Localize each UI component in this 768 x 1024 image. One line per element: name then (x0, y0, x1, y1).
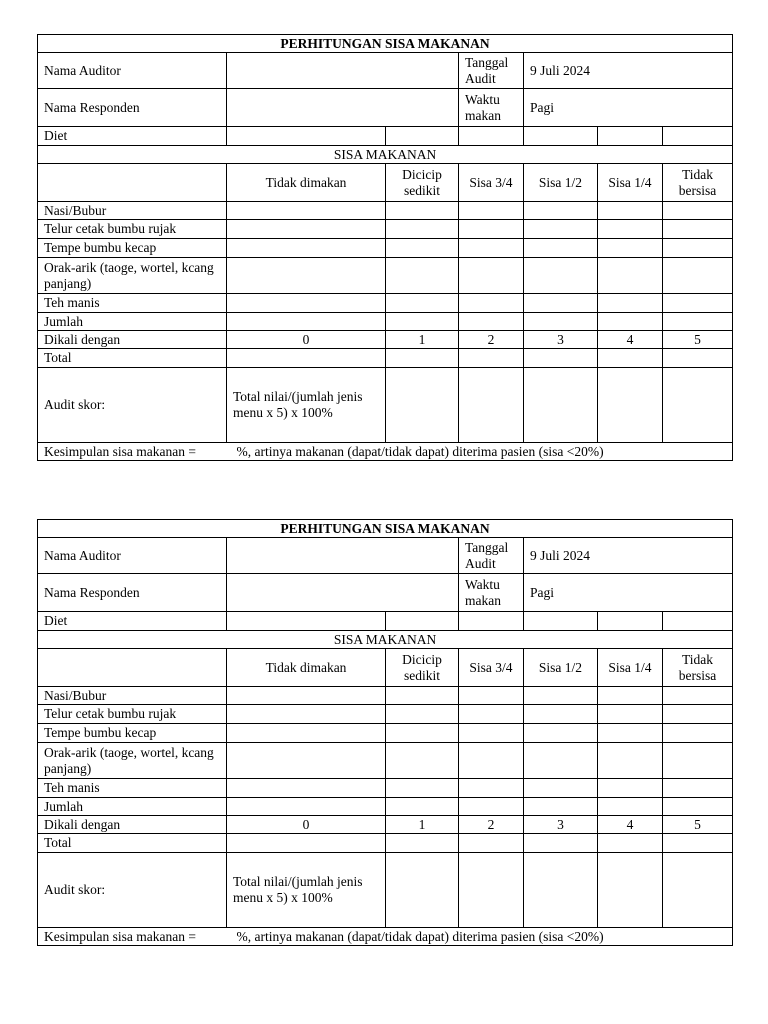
table-row (38, 816, 733, 834)
score-cell[interactable] (663, 743, 733, 779)
meal-time-label: Waktu makan (459, 574, 524, 612)
score-cell[interactable] (598, 743, 663, 779)
multiplier-value: 2 (459, 331, 524, 349)
auditor-label: Nama Auditor (38, 538, 227, 574)
multiplier-value: 2 (459, 816, 524, 834)
score-cell[interactable] (598, 349, 663, 368)
menu-item-label: Teh manis (38, 779, 227, 798)
menu-item-label: Orak-arik (taoge, wortel, kcang panjang) (38, 258, 227, 294)
table-row (38, 687, 733, 705)
table-row (38, 220, 733, 239)
table-row (38, 331, 733, 349)
score-cell[interactable] (227, 779, 386, 798)
menu-item-label: Tempe bumbu kecap (38, 724, 227, 743)
respondent-value[interactable] (227, 89, 459, 127)
score-cell[interactable] (598, 687, 663, 705)
column-header: Tidak bersisa (663, 649, 733, 687)
conclusion-suffix: %, artinya makanan (dapat/tidak dapat) diterima pasien (sisa <20%) (236, 443, 604, 459)
score-cell[interactable] (386, 368, 459, 443)
score-cell[interactable] (386, 779, 459, 798)
meal-time-label: Waktu makan (459, 89, 524, 127)
score-cell[interactable] (598, 779, 663, 798)
score-cell[interactable] (663, 368, 733, 443)
table-row (38, 368, 733, 443)
score-cell[interactable] (227, 349, 386, 368)
column-header: Tidak dimakan (227, 164, 386, 202)
score-cell[interactable] (524, 368, 598, 443)
jumlah-label: Jumlah (38, 313, 227, 331)
column-header: Dicicip sedikit (386, 164, 459, 202)
score-cell[interactable] (227, 258, 386, 294)
score-cell[interactable] (386, 834, 459, 853)
score-cell[interactable] (459, 798, 524, 816)
respondent-label: Nama Responden (38, 574, 227, 612)
score-cell[interactable] (227, 202, 386, 220)
table-row (38, 202, 733, 220)
score-cell[interactable] (459, 743, 524, 779)
diet-cell[interactable] (227, 127, 386, 146)
diet-cell[interactable] (663, 612, 733, 631)
score-cell[interactable] (459, 202, 524, 220)
diet-cell[interactable] (227, 612, 386, 631)
score-cell[interactable] (459, 220, 524, 239)
column-header-blank (38, 649, 227, 687)
score-cell[interactable] (598, 798, 663, 816)
score-cell[interactable] (459, 834, 524, 853)
score-cell[interactable] (663, 239, 733, 258)
score-cell[interactable] (663, 834, 733, 853)
score-cell[interactable] (663, 705, 733, 724)
score-cell[interactable] (524, 313, 598, 331)
total-label: Total (38, 349, 227, 368)
diet-cell[interactable] (386, 127, 459, 146)
jumlah-label: Jumlah (38, 798, 227, 816)
column-header: Tidak dimakan (227, 649, 386, 687)
multiplier-value: 3 (524, 816, 598, 834)
score-cell[interactable] (459, 349, 524, 368)
score-cell[interactable] (227, 705, 386, 724)
score-cell[interactable] (459, 239, 524, 258)
score-cell[interactable] (386, 853, 459, 928)
score-cell[interactable] (524, 220, 598, 239)
score-cell[interactable] (598, 724, 663, 743)
section-title: SISA MAKANAN (38, 631, 733, 649)
form-title: PERHITUNGAN SISA MAKANAN (38, 520, 733, 538)
audit-score-formula: Total nilai/(jumlah jenis menu x 5) x 100% (227, 853, 386, 928)
diet-cell[interactable] (598, 612, 663, 631)
table-row (38, 834, 733, 853)
score-cell[interactable] (663, 798, 733, 816)
auditor-label: Nama Auditor (38, 53, 227, 89)
auditor-value[interactable] (227, 538, 459, 574)
table-row (38, 349, 733, 368)
score-cell[interactable] (598, 220, 663, 239)
score-cell[interactable] (524, 834, 598, 853)
form-title: PERHITUNGAN SISA MAKANAN (38, 35, 733, 53)
column-header: Sisa 1/2 (524, 649, 598, 687)
table-row (38, 853, 733, 928)
multiplier-value: 1 (386, 331, 459, 349)
conclusion (38, 928, 733, 946)
multiplier-value: 0 (227, 331, 386, 349)
table-row (38, 724, 733, 743)
table-row (38, 294, 733, 313)
score-cell[interactable] (386, 294, 459, 313)
score-cell[interactable] (459, 368, 524, 443)
score-cell[interactable] (524, 239, 598, 258)
score-cell[interactable] (386, 349, 459, 368)
diet-cell[interactable] (598, 127, 663, 146)
multiplier-value: 1 (386, 816, 459, 834)
score-cell[interactable] (386, 239, 459, 258)
score-cell[interactable] (663, 294, 733, 313)
food-waste-form-2 (37, 519, 733, 946)
diet-label: Diet (38, 612, 227, 631)
multiplier-value: 3 (524, 331, 598, 349)
score-cell[interactable] (386, 313, 459, 331)
multiplier-value: 5 (663, 331, 733, 349)
score-cell[interactable] (459, 294, 524, 313)
score-cell[interactable] (386, 724, 459, 743)
score-cell[interactable] (524, 349, 598, 368)
score-cell[interactable] (386, 202, 459, 220)
column-header: Sisa 1/2 (524, 164, 598, 202)
score-cell[interactable] (524, 258, 598, 294)
audit-score-label: Audit skor: (38, 853, 227, 928)
table-row (38, 779, 733, 798)
diet-cell[interactable] (524, 127, 598, 146)
diet-label: Diet (38, 127, 227, 146)
respondent-value[interactable] (227, 574, 459, 612)
conclusion-suffix: %, artinya makanan (dapat/tidak dapat) diterima pasien (sisa <20%) (236, 928, 604, 944)
score-cell[interactable] (227, 220, 386, 239)
diet-cell[interactable] (524, 612, 598, 631)
date-value[interactable]: 9 Juli 2024 (524, 538, 733, 574)
date-label: Tanggal Audit (459, 538, 524, 574)
column-header-blank (38, 164, 227, 202)
score-cell[interactable] (524, 798, 598, 816)
score-cell[interactable] (663, 258, 733, 294)
table-row (38, 313, 733, 331)
table-row (38, 239, 733, 258)
audit-score-label: Audit skor: (38, 368, 227, 443)
score-cell[interactable] (663, 853, 733, 928)
score-cell[interactable] (663, 220, 733, 239)
menu-item-label: Nasi/Bubur (38, 687, 227, 705)
score-cell[interactable] (386, 798, 459, 816)
score-cell[interactable] (459, 724, 524, 743)
total-label: Total (38, 834, 227, 853)
date-label: Tanggal Audit (459, 53, 524, 89)
score-cell[interactable] (227, 313, 386, 331)
score-cell[interactable] (663, 724, 733, 743)
score-cell[interactable] (227, 239, 386, 258)
auditor-value[interactable] (227, 53, 459, 89)
score-cell[interactable] (524, 743, 598, 779)
menu-item-label: Telur cetak bumbu rujak (38, 705, 227, 724)
score-cell[interactable] (524, 779, 598, 798)
score-cell[interactable] (663, 202, 733, 220)
score-cell[interactable] (524, 294, 598, 313)
column-header: Sisa 1/4 (598, 164, 663, 202)
diet-cell[interactable] (459, 612, 524, 631)
respondent-label: Nama Responden (38, 89, 227, 127)
column-header: Dicicip sedikit (386, 649, 459, 687)
score-cell[interactable] (598, 834, 663, 853)
menu-item-label: Orak-arik (taoge, wortel, kcang panjang) (38, 743, 227, 779)
score-cell[interactable] (386, 705, 459, 724)
meal-time-value[interactable]: Pagi (524, 574, 733, 612)
menu-item-label: Teh manis (38, 294, 227, 313)
multiplier-value: 4 (598, 331, 663, 349)
meal-time-value[interactable]: Pagi (524, 89, 733, 127)
score-cell[interactable] (227, 724, 386, 743)
diet-cell[interactable] (663, 127, 733, 146)
score-cell[interactable] (227, 743, 386, 779)
score-cell[interactable] (663, 779, 733, 798)
multiplier-value: 4 (598, 816, 663, 834)
score-cell[interactable] (386, 258, 459, 294)
date-value[interactable]: 9 Juli 2024 (524, 53, 733, 89)
score-cell[interactable] (524, 687, 598, 705)
menu-item-label: Nasi/Bubur (38, 202, 227, 220)
score-cell[interactable] (598, 853, 663, 928)
score-cell[interactable] (459, 705, 524, 724)
table-row (38, 743, 733, 779)
multiplier-value: 5 (663, 816, 733, 834)
score-cell[interactable] (386, 687, 459, 705)
conclusion-prefix: Kesimpulan sisa makanan = (44, 928, 196, 944)
score-cell[interactable] (459, 258, 524, 294)
multiplier-label: Dikali dengan (38, 816, 227, 834)
score-cell[interactable] (663, 313, 733, 331)
score-cell[interactable] (598, 705, 663, 724)
section-title: SISA MAKANAN (38, 146, 733, 164)
menu-item-label: Telur cetak bumbu rujak (38, 220, 227, 239)
multiplier-value: 0 (227, 816, 386, 834)
column-header: Sisa 1/4 (598, 649, 663, 687)
column-header: Sisa 3/4 (459, 649, 524, 687)
menu-item-label: Tempe bumbu kecap (38, 239, 227, 258)
score-cell[interactable] (227, 834, 386, 853)
score-cell[interactable] (459, 687, 524, 705)
score-cell[interactable] (524, 853, 598, 928)
multiplier-label: Dikali dengan (38, 331, 227, 349)
conclusion-prefix: Kesimpulan sisa makanan = (44, 443, 196, 459)
score-cell[interactable] (524, 724, 598, 743)
table-row (38, 798, 733, 816)
score-cell[interactable] (598, 313, 663, 331)
food-waste-form-1 (37, 34, 733, 461)
score-cell[interactable] (459, 779, 524, 798)
score-cell[interactable] (663, 687, 733, 705)
score-cell[interactable] (227, 687, 386, 705)
score-cell[interactable] (459, 853, 524, 928)
score-cell[interactable] (598, 294, 663, 313)
score-cell[interactable] (386, 743, 459, 779)
table-row (38, 258, 733, 294)
score-cell[interactable] (227, 294, 386, 313)
diet-cell[interactable] (386, 612, 459, 631)
table-row (38, 705, 733, 724)
score-cell[interactable] (524, 705, 598, 724)
diet-cell[interactable] (459, 127, 524, 146)
score-cell[interactable] (227, 798, 386, 816)
audit-score-formula: Total nilai/(jumlah jenis menu x 5) x 100% (227, 368, 386, 443)
score-cell[interactable] (598, 368, 663, 443)
score-cell[interactable] (598, 258, 663, 294)
column-header: Tidak bersisa (663, 164, 733, 202)
score-cell[interactable] (386, 220, 459, 239)
score-cell[interactable] (598, 239, 663, 258)
score-cell[interactable] (663, 349, 733, 368)
column-header: Sisa 3/4 (459, 164, 524, 202)
score-cell[interactable] (459, 313, 524, 331)
score-cell[interactable] (524, 202, 598, 220)
conclusion (38, 443, 733, 461)
score-cell[interactable] (598, 202, 663, 220)
